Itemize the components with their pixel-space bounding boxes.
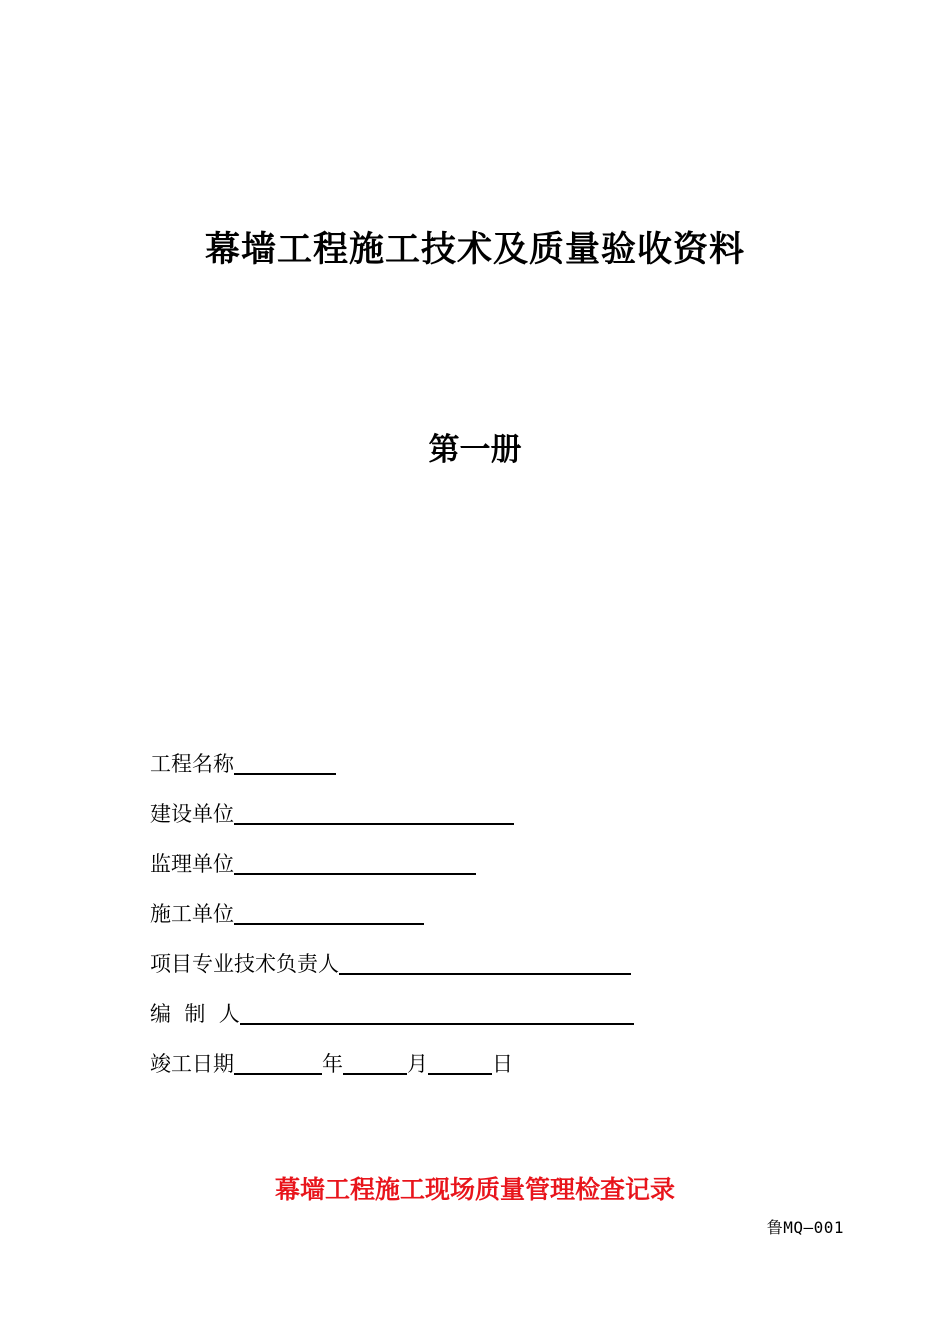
technical-lead-blank xyxy=(339,949,631,975)
contractor-unit-blank xyxy=(234,899,424,925)
project-name-field xyxy=(150,728,634,778)
construction-unit-label: 建设单位 xyxy=(150,802,234,826)
day-blank xyxy=(428,1049,492,1075)
compiler-label: 编 制 人 xyxy=(150,1002,240,1026)
contractor-unit-field xyxy=(150,878,634,928)
completion-date-field xyxy=(150,1028,634,1078)
supervision-unit-field xyxy=(150,828,634,878)
technical-lead-label: 项目专业技术负责人 xyxy=(150,952,339,976)
supervision-unit-blank xyxy=(234,849,476,875)
compiler-blank xyxy=(240,999,634,1025)
section-heading: 幕墙工程施工现场质量管理检查记录 xyxy=(274,1175,675,1204)
cover-info-fields xyxy=(150,728,634,1078)
construction-unit-field xyxy=(150,778,634,828)
supervision-unit-label: 监理单位 xyxy=(150,852,234,876)
technical-lead-field xyxy=(150,928,634,978)
month-unit: 月 xyxy=(407,1052,428,1076)
project-name-blank xyxy=(234,749,336,775)
month-blank xyxy=(343,1049,407,1075)
contractor-unit-label: 施工单位 xyxy=(150,902,234,926)
completion-date-label: 竣工日期 xyxy=(150,1052,234,1076)
year-blank xyxy=(234,1049,322,1075)
compiler-field xyxy=(150,978,634,1028)
project-name-label: 工程名称 xyxy=(150,752,234,776)
page-title: 幕墙工程施工技术及质量验收资料 xyxy=(204,230,745,270)
day-unit: 日 xyxy=(492,1052,513,1076)
volume-label: 第一册 xyxy=(428,432,522,468)
construction-unit-blank xyxy=(234,799,514,825)
form-code: 鲁MQ—001 xyxy=(766,1218,844,1237)
year-unit: 年 xyxy=(322,1052,343,1076)
